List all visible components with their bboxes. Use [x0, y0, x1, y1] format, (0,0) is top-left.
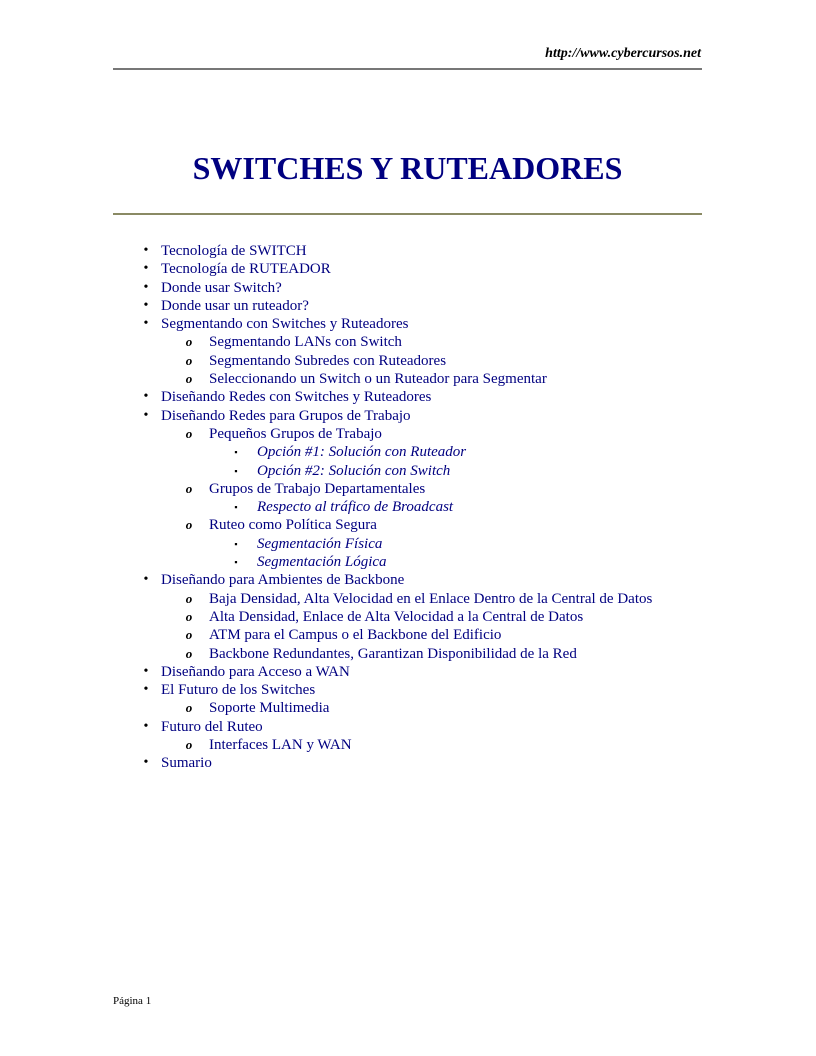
- toc-item[interactable]: [0, 645, 816, 663]
- toc-item-label[interactable]: Segmentación Física: [257, 535, 383, 552]
- toc-item[interactable]: [0, 571, 816, 589]
- toc-item[interactable]: [0, 608, 816, 626]
- toc-item[interactable]: [0, 260, 816, 278]
- toc-item-label[interactable]: Futuro del Ruteo: [161, 718, 263, 735]
- toc-item-label[interactable]: Ruteo como Política Segura: [209, 517, 377, 534]
- toc-item-label[interactable]: Backbone Redundantes, Garantizan Disponibilidad de la Red: [209, 645, 577, 662]
- bullet-icon: o: [185, 480, 193, 496]
- toc-item[interactable]: [0, 736, 816, 754]
- bullet-icon: •: [143, 572, 149, 588]
- bullet-icon: o: [185, 352, 193, 368]
- title-rule: [113, 213, 702, 215]
- toc-item[interactable]: [0, 297, 816, 315]
- toc-item-label[interactable]: Diseñando Redes con Switches y Ruteadores: [161, 389, 432, 406]
- bullet-icon: •: [143, 389, 149, 405]
- bullet-icon: o: [185, 627, 193, 643]
- header-rule: [113, 68, 702, 70]
- toc-item[interactable]: [0, 443, 816, 461]
- toc-item-label[interactable]: Interfaces LAN y WAN: [209, 737, 352, 754]
- toc-item-label[interactable]: Grupos de Trabajo Departamentales: [209, 480, 426, 497]
- toc-item[interactable]: [0, 663, 816, 681]
- bullet-icon: •: [143, 279, 149, 295]
- toc-item[interactable]: [0, 279, 816, 297]
- toc-item-label[interactable]: Segmentando con Switches y Ruteadores: [161, 316, 409, 333]
- toc-item-label[interactable]: Opción #2: Solución con Switch: [257, 462, 451, 479]
- toc-item-label[interactable]: Tecnología de RUTEADOR: [161, 261, 331, 278]
- bullet-icon: o: [185, 334, 193, 350]
- bullet-icon: o: [185, 700, 193, 716]
- bullet-icon: ▪: [234, 447, 238, 458]
- toc-item[interactable]: [0, 407, 816, 425]
- toc-item-label[interactable]: Soporte Multimedia: [209, 700, 330, 717]
- bullet-icon: ▪: [234, 538, 238, 549]
- toc-item-label[interactable]: ATM para el Campus o el Backbone del Edificio: [209, 627, 502, 644]
- bullet-icon: ▪: [234, 465, 238, 476]
- bullet-icon: •: [143, 243, 149, 258]
- toc-item[interactable]: [0, 425, 816, 443]
- toc-item[interactable]: [0, 699, 816, 717]
- toc-item-label[interactable]: Seleccionando un Switch o un Ruteador para Segmentar: [209, 371, 547, 388]
- bullet-icon: •: [143, 755, 149, 771]
- toc-item[interactable]: [0, 370, 816, 388]
- page-title: SWITCHES Y RUTEADORES: [192, 150, 623, 186]
- bullet-icon: o: [185, 517, 193, 533]
- bullet-icon: o: [185, 425, 193, 441]
- toc-item-label[interactable]: Segmentación Lógica: [257, 554, 387, 571]
- toc-item-label[interactable]: Diseñando Redes para Grupos de Trabajo: [161, 407, 411, 424]
- bullet-icon: •: [143, 261, 149, 277]
- toc-item[interactable]: [0, 516, 816, 534]
- toc-item[interactable]: [0, 553, 816, 571]
- toc-item[interactable]: [0, 626, 816, 644]
- toc-item[interactable]: [0, 718, 816, 736]
- toc-item[interactable]: [0, 242, 816, 260]
- toc-item[interactable]: [0, 315, 816, 333]
- toc-item[interactable]: [0, 590, 816, 608]
- bullet-icon: •: [143, 297, 149, 313]
- bullet-icon: o: [185, 371, 193, 387]
- toc-item[interactable]: [0, 681, 816, 699]
- bullet-icon: •: [143, 663, 149, 679]
- toc-item[interactable]: [0, 352, 816, 370]
- bullet-icon: o: [185, 608, 193, 624]
- bullet-icon: o: [185, 590, 193, 606]
- toc-item-label[interactable]: Alta Densidad, Enlace de Alta Velocidad a la Central de Datos: [209, 608, 584, 625]
- toc-item-label[interactable]: Sumario: [161, 755, 212, 772]
- bullet-icon: •: [143, 316, 149, 332]
- toc-item-label[interactable]: Segmentando LANs con Switch: [209, 334, 402, 351]
- header-url[interactable]: http://www.cybercursos.net: [545, 46, 701, 61]
- toc-item-label[interactable]: Baja Densidad, Alta Velocidad en el Enlace Dentro de la Central de Datos: [209, 590, 653, 607]
- page-number: Página 1: [113, 995, 152, 1007]
- bullet-icon: o: [185, 737, 193, 753]
- toc-item[interactable]: [0, 333, 816, 351]
- toc-item-label[interactable]: Opción #1: Solución con Ruteador: [257, 444, 467, 461]
- toc-item-label[interactable]: Respecto al tráfico de Broadcast: [257, 499, 454, 516]
- toc-item-label[interactable]: Pequeños Grupos de Trabajo: [209, 425, 382, 442]
- toc-item-label[interactable]: Tecnología de SWITCH: [161, 243, 307, 259]
- bullet-icon: ▪: [234, 502, 238, 513]
- toc-item-label[interactable]: Diseñando para Ambientes de Backbone: [161, 572, 405, 589]
- toc-item[interactable]: [0, 480, 816, 498]
- bullet-icon: ▪: [234, 557, 238, 568]
- bullet-icon: •: [143, 407, 149, 423]
- toc-item[interactable]: [0, 388, 816, 406]
- bullet-icon: •: [143, 718, 149, 734]
- toc-item-label[interactable]: Segmentando Subredes con Ruteadores: [209, 352, 447, 369]
- toc-item[interactable]: [0, 462, 816, 480]
- toc-item-label[interactable]: Donde usar un ruteador?: [161, 297, 309, 314]
- toc-item[interactable]: [0, 498, 816, 516]
- toc-item[interactable]: [0, 754, 816, 772]
- toc-item-label[interactable]: El Futuro de los Switches: [161, 682, 316, 699]
- toc-item[interactable]: [0, 535, 816, 553]
- table-of-contents: [0, 242, 816, 773]
- toc-item-label[interactable]: Donde usar Switch?: [161, 279, 282, 296]
- toc-item-label[interactable]: Diseñando para Acceso a WAN: [161, 663, 350, 680]
- bullet-icon: •: [143, 682, 149, 698]
- bullet-icon: o: [185, 645, 193, 661]
